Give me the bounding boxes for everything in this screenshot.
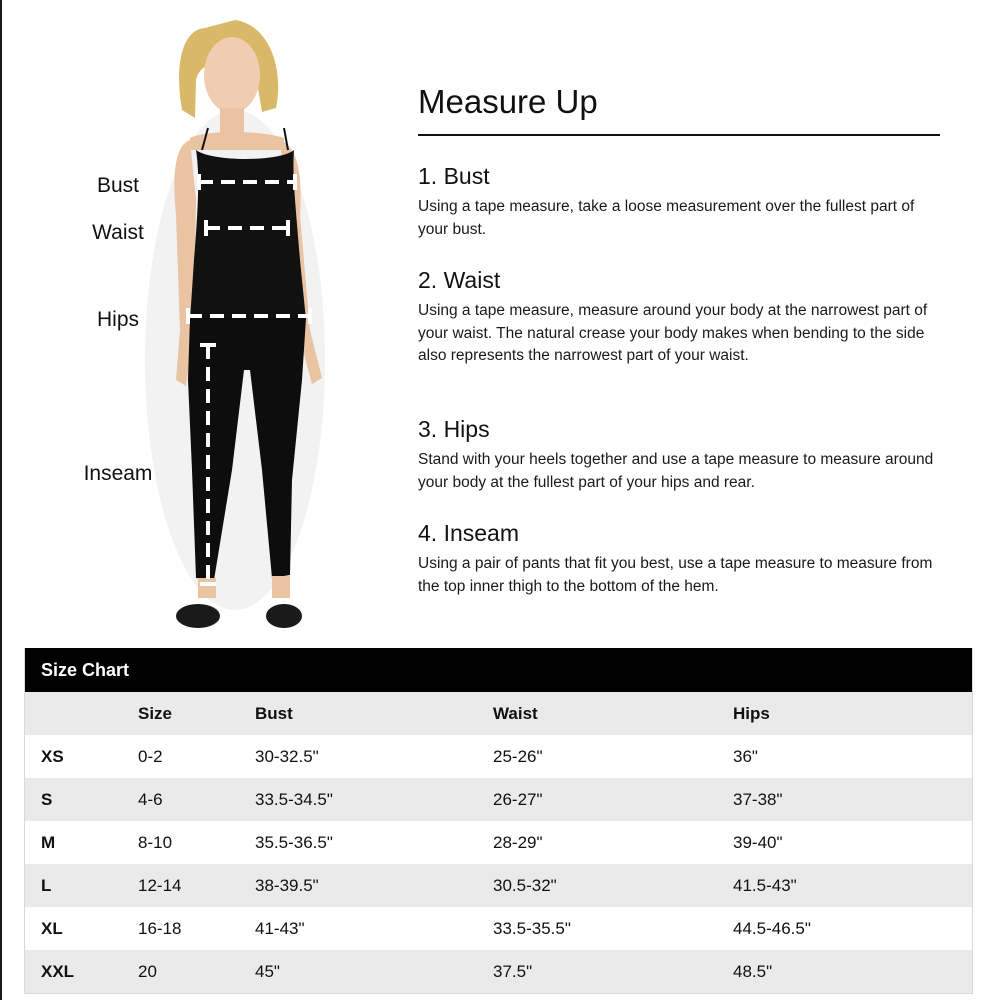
waist-value: 28-29" (493, 832, 543, 852)
bust-value: 30-32.5" (255, 746, 319, 766)
table-row (25, 821, 972, 864)
size-number: 8-10 (138, 832, 173, 852)
page-title: Measure Up (418, 83, 598, 120)
size-number: 4-6 (138, 789, 163, 809)
column-header-hips: Hips (733, 703, 770, 723)
step-text: Using a pair of pants that fit you best, use a tape measure to measure from the top inner thigh to the bottom of the hem. (418, 555, 933, 595)
step-waist (418, 266, 940, 368)
column-header-waist: Waist (493, 703, 538, 723)
hips-value: 39-40" (733, 832, 783, 852)
waist-value: 30.5-32" (493, 875, 557, 895)
hips-value: 37-38" (733, 789, 783, 809)
bust-value: 33.5-34.5" (255, 789, 333, 809)
measurement-instructions (418, 80, 940, 595)
size-number: 16-18 (138, 918, 182, 938)
column-header-size: Size (138, 703, 173, 723)
step-heading: 1. Bust (418, 163, 490, 189)
size-code: XS (41, 746, 64, 766)
size-chart-table (24, 648, 973, 994)
size-code: XXL (41, 961, 75, 981)
step-heading: 3. Hips (418, 416, 490, 442)
size-number: 12-14 (138, 875, 182, 895)
step-hips (418, 415, 940, 494)
table-row (25, 778, 972, 821)
hips-value: 41.5-43" (733, 875, 797, 895)
title-divider (418, 134, 940, 136)
step-inseam (418, 519, 940, 598)
waist-value: 25-26" (493, 746, 543, 766)
hips-value: 44.5-46.5" (733, 918, 811, 938)
size-code: L (41, 875, 52, 895)
inseam-label: Inseam (83, 462, 153, 485)
size-code: M (41, 832, 56, 852)
waist-value: 33.5-35.5" (493, 918, 571, 938)
size-number: 20 (138, 961, 157, 981)
table-row (25, 735, 972, 778)
step-heading: 4. Inseam (418, 520, 519, 546)
hips-value: 36" (733, 746, 758, 766)
step-heading: 2. Waist (418, 267, 501, 293)
table-row (25, 907, 972, 950)
bust-value: 35.5-36.5" (255, 832, 333, 852)
size-code: XL (41, 918, 63, 938)
step-text: Using a tape measure, measure around your body at the narrowest part of your waist. The natural crease your body makes when bending to the side also represents the narrowest part of your waist. (418, 302, 928, 364)
table-header-row (25, 692, 972, 735)
hips-label: Hips (96, 308, 139, 331)
table-row (25, 950, 972, 993)
bust-label: Bust (96, 174, 140, 197)
step-text: Stand with your heels together and use a tape measure to measure around your body at the fullest part of your hips and rear. (418, 451, 934, 491)
bust-value: 41-43" (255, 918, 305, 938)
hips-value: 48.5" (733, 961, 773, 981)
waist-label: Waist (92, 221, 144, 244)
waist-value: 26-27" (493, 789, 543, 809)
size-chart-title: Size Chart (25, 648, 972, 692)
bust-value: 38-39.5" (255, 875, 319, 895)
size-code: S (41, 789, 53, 809)
waist-value: 37.5" (493, 961, 533, 981)
table-row (25, 864, 972, 907)
bust-value: 45" (255, 961, 280, 981)
step-text: Using a tape measure, take a loose measurement over the fullest part of your bust. (418, 198, 915, 238)
measurement-figure (0, 0, 400, 640)
column-header-bust: Bust (255, 703, 293, 723)
step-bust (418, 162, 940, 241)
size-number: 0-2 (138, 746, 163, 766)
